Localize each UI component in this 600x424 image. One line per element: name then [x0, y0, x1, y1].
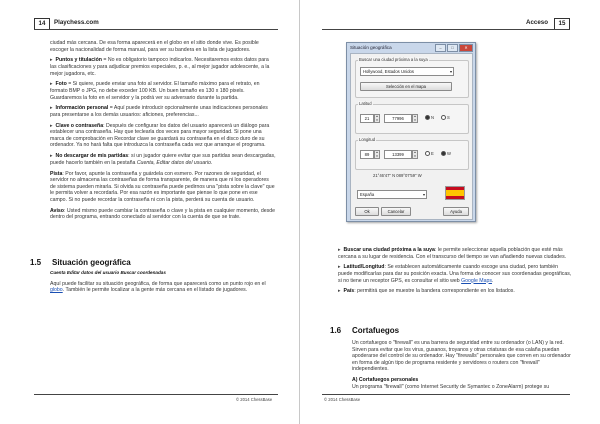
- right-header-rule: [322, 29, 570, 30]
- bullet-latlon: ▸ Latitud/Longitud: Se establecen automáticamente cuando escoge una ciudad, pero también puede modificarlas para dar su posición exacta. Una forma de conocer sus coordenadas geográficas, si no tiene un receptor GPS, es consultar el sitio web Google Maps.: [338, 264, 572, 284]
- longitude-degrees-spinner[interactable]: ▴ ▾: [374, 150, 380, 159]
- latitude-minutes-spinner[interactable]: ▴ ▾: [412, 114, 418, 123]
- longitude-minutes-input[interactable]: 13399: [384, 150, 412, 159]
- right-page: [300, 0, 600, 424]
- longitude-minutes-spinner[interactable]: ▴ ▾: [412, 150, 418, 159]
- bullet-arrow-icon: ▸: [338, 264, 341, 271]
- left-section-body: [50, 270, 276, 298]
- left-footer: © 2014 ChessBase: [236, 397, 273, 402]
- ok-button[interactable]: Ok: [355, 207, 379, 216]
- bullet-arrow-icon: ▸: [338, 288, 341, 295]
- lat-south-radio[interactable]: S: [441, 115, 450, 120]
- window-controls: [435, 44, 473, 52]
- latitude-minutes-input[interactable]: 77996: [384, 114, 412, 123]
- latitude-label: Latitud: [359, 101, 372, 106]
- left-page-number: 14: [34, 18, 50, 30]
- sub-heading: A) Cortafuegos personales: [352, 377, 419, 384]
- aviso-paragraph: Aviso: Usted mismo puede cambiar la contraseña o clave y la pista en cualquier momento, desde dentro del programa, entrando conectado al servidor con la cuenta de que se trate.: [50, 207, 276, 221]
- bullet-foto: ▸ Foto = Si quiere, puede enviar una foto al servidor. El tamaño máximo para el retrato, en formato BMP o JPG, no debe exceder 100 KB. Un buen tamaño es 130 x 180 pixels. Guardaremos la foto en el servidor y la podrá ver su adversario durante la partida.: [50, 81, 260, 101]
- right-footer: © 2014 ChessBase: [324, 397, 361, 402]
- breadcrumb: Cuenta Editar datos del usuario Buscar coordenadas: [50, 270, 166, 275]
- maximize-icon[interactable]: □: [447, 44, 458, 52]
- globo-link[interactable]: globo: [50, 287, 63, 294]
- right-header: [322, 18, 570, 30]
- cortafuegos-paragraph: Un cortafuegos o "firewall" es una barrera de seguridad entre su ordenador (o LAN) y la red. Sirven para evitar que los virus, gusanos, troyanos y otras criaturas de esa calaña puedan apoderarse del control de su ordenador. Hay "firewalls" personales que corren en su ordenador en forma de algún tipo de programa residente y servidores o routers con "firewall" independientes.: [352, 340, 571, 373]
- bullet-arrow-icon: ▸: [50, 81, 53, 88]
- section-heading-1-6: 1.6 Cortafuegos: [330, 326, 400, 335]
- right-page-number: 15: [554, 18, 570, 30]
- bullet-puntos: ▸ Puntos y titulación = No es obligatorio tampoco indicarlos. Necesitaremos estos datos para las clasificaciones y para adjudicar premios especiales, p. e., al mejor jugador adolescente, a la mejor jugadora, etc.: [50, 57, 270, 77]
- section-intro: Aquí puede facilitar su situación geográfica, de forma que aparecerá como un punto rojo en el globo. También le permite localizar a la gente más cercana en el listado de jugadores.: [50, 280, 266, 294]
- lon-west-radio[interactable]: W: [441, 151, 451, 156]
- geo-dialog: [346, 42, 476, 222]
- bullet-info: ▸ Información personal = Aquí puede introducir opcionalmente unas indicaciones personales para presentarse a los demás usuarios: aficiones, preferencias...: [50, 105, 268, 118]
- help-button[interactable]: Ayuda: [443, 207, 469, 216]
- right-header-title: Acceso: [525, 19, 548, 26]
- left-header: [34, 18, 278, 30]
- right-bullets: [338, 247, 572, 299]
- right-footer-rule: [322, 394, 570, 395]
- sub-paragraph: Un programa "firewall" (como Internet Security de Symantec o ZoneAlarm) protege su: [352, 383, 550, 390]
- city-select[interactable]: Hollywood, Estados Unidos ▾: [360, 67, 454, 76]
- longitude-label: Longitud: [359, 137, 376, 142]
- map-select-button[interactable]: Selección en el mapa: [360, 82, 452, 91]
- bullet-arrow-icon: ▸: [50, 122, 53, 129]
- left-header-rule: [34, 29, 278, 30]
- spain-flag-icon: [445, 186, 465, 200]
- latitude-degrees-input[interactable]: 21: [360, 114, 374, 123]
- radio-selected-icon: [441, 151, 446, 156]
- chevron-down-icon: ▾: [422, 192, 425, 197]
- bullet-pais: ▸ País: permitirá que se muestre la bandera correspondiente en los listados.: [338, 288, 515, 295]
- right-section-body: [352, 340, 574, 395]
- google-maps-link[interactable]: Google Maps: [461, 277, 492, 284]
- chevron-down-icon: ▾: [449, 69, 452, 74]
- bullet-buscar: ▸ Buscar una ciudad próxima a la suya: le permite seleccionar aquella población que esté más cercana a su lugar de residencia. Con el transcurso del tiempo se van añadiendo nuevas ciudades.: [338, 247, 567, 260]
- radio-selected-icon: [425, 115, 430, 120]
- left-body: [50, 40, 276, 225]
- bullet-arrow-icon: ▸: [50, 153, 53, 160]
- radio-empty-icon: [441, 115, 446, 120]
- bullet-arrow-icon: ▸: [338, 247, 341, 253]
- bullet-arrow-icon: ▸: [50, 105, 53, 112]
- lat-north-radio[interactable]: N: [425, 115, 434, 120]
- cancel-button[interactable]: Cancelar: [381, 207, 411, 216]
- dialog-body: [350, 53, 473, 220]
- left-footer-rule: [34, 394, 278, 395]
- search-group: [355, 60, 469, 98]
- latitude-degrees-spinner[interactable]: ▴ ▾: [374, 114, 380, 123]
- close-icon[interactable]: ✕: [459, 44, 473, 52]
- country-select[interactable]: España ▾: [357, 190, 427, 199]
- bullet-arrow-icon: ▸: [50, 57, 53, 64]
- longitude-degrees-input[interactable]: 89: [360, 150, 374, 159]
- intro-paragraph: ciudad más cercana. De esa forma aparecerá en el globo en el sitio donde vive. Es posible escoger la nacionalidad de forma manual, para ver su bandera en la lista de jugadores.: [50, 40, 259, 53]
- lon-east-radio[interactable]: E: [425, 151, 434, 156]
- coords-readout: 21°46'47" N 089°07'59" W: [373, 173, 422, 178]
- pista-paragraph: Pista: Por favor, apunte la contraseña y guárdela con esmero. Por razones de seguridad, el servidor no almacena las contraseñas de forma transparente, de manera que ni los operadores de sistema pueden mirarla. Si olvida su contraseña puede pedirnos una "pista sobre la clave" que le permita volver a recordarla. Por esa razón es importante que piense lo que pone en ese campo. Si no puede recordar la contraseña ni con la pista, perderá su cuenta de usuario.: [50, 170, 275, 203]
- bullet-clave: ▸ Clave o contraseña: Después de configurar los datos del usuario aparecerá un diálogo para establecer una contraseña. Hay que teclearla dos veces para mayor seguridad. Si pone una marca de comprobación en Recordar clave se guardará su contraseña en el disco duro de su ordenador. Ya no hará falta que introduzca la contraseña cada vez que arranque el programa.: [50, 122, 270, 149]
- radio-empty-icon: [425, 151, 430, 156]
- left-header-title: Playchess.com: [54, 19, 99, 26]
- dialog-title: Situación geográfica: [350, 45, 392, 50]
- section-heading-1-5: 1.5 Situación geográfica: [30, 258, 131, 267]
- minimize-icon[interactable]: –: [435, 44, 446, 52]
- search-group-label: Buscar una ciudad próxima a la suya: [359, 57, 428, 62]
- bullet-descarga: ▸ No descargar de mis partidas: si un jugador quiere evitar que sus partidas sean descargadas, puede hacerlo también en la pestaña Cuenta, Editar datos del usuario.: [50, 153, 276, 166]
